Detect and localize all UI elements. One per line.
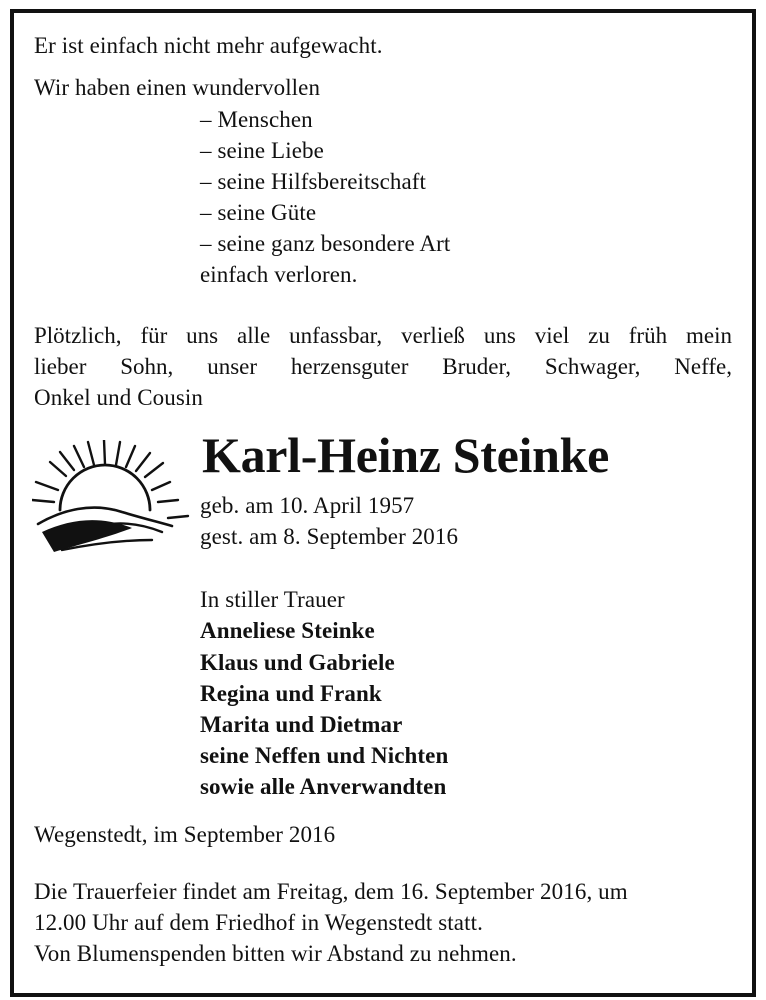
- poem-item: – seine Hilfsbereitschaft: [200, 169, 427, 194]
- opening-line: Er ist einfach nicht mehr aufgewacht.: [34, 33, 383, 58]
- poem-item: – seine Güte: [200, 200, 317, 225]
- service-line: 12.00 Uhr auf dem Friedhof in Wegenstedt statt.: [34, 910, 483, 935]
- poem-item: – seine Liebe: [200, 138, 324, 163]
- sunrise-over-hills-icon: [32, 440, 190, 558]
- service-line: Von Blumenspenden bitten wir Abstand zu nehmen.: [34, 941, 517, 966]
- poem-intro: Wir haben einen wundervollen: [34, 75, 321, 100]
- birth-date: geb. am 10. April 1957: [200, 493, 415, 518]
- service-line: Die Trauerfeier findet am Freitag, dem 16. September 2016, um: [34, 879, 628, 904]
- mourner-name: seine Neffen und Nichten: [200, 743, 449, 768]
- poem-item: – seine ganz besondere Art: [200, 231, 451, 256]
- mourners-intro: In stiller Trauer: [200, 587, 345, 612]
- death-date: gest. am 8. September 2016: [200, 524, 459, 549]
- mourner-name: Marita und Dietmar: [200, 712, 403, 737]
- mourner-name: Regina und Frank: [200, 681, 382, 706]
- announcement-line: Onkel und Cousin: [34, 385, 203, 410]
- deceased-name: Karl-Heinz Steinke: [202, 427, 610, 483]
- mourner-name: sowie alle Anverwandten: [200, 774, 447, 799]
- announcement-line: lieber Sohn, unser herzensguter Bruder, Schwager, Neffe,: [34, 354, 732, 379]
- mourner-name: Klaus und Gabriele: [200, 650, 395, 675]
- announcement-line: Plötzlich, für uns alle unfassbar, verließ uns viel zu früh mein: [34, 323, 732, 348]
- place-date: Wegenstedt, im September 2016: [34, 822, 336, 847]
- mourner-name: Anneliese Steinke: [200, 618, 375, 643]
- poem-closing: einfach verloren.: [200, 262, 358, 287]
- poem-item: – Menschen: [200, 107, 313, 132]
